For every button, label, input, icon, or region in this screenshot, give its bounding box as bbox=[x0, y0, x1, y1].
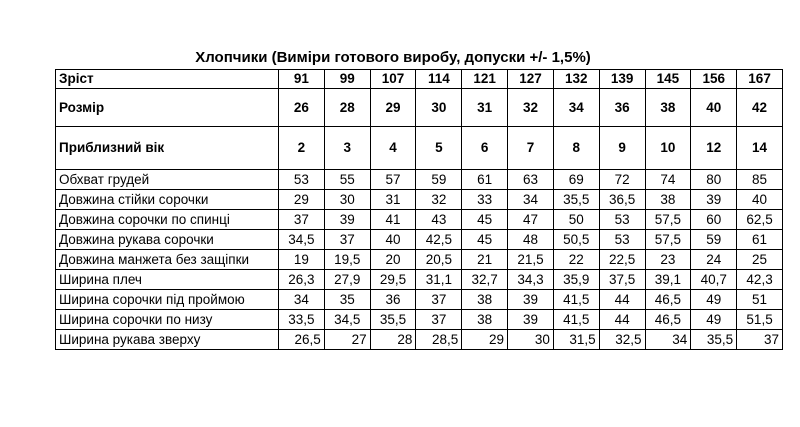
table-cell: 41,5 bbox=[553, 310, 599, 330]
table-cell: 32 bbox=[508, 89, 554, 127]
table-cell: 20,5 bbox=[416, 250, 462, 270]
table-cell: 37 bbox=[737, 330, 783, 350]
table-cell: 37 bbox=[324, 230, 370, 250]
row-label: Довжина сорочки по спинці bbox=[56, 210, 279, 230]
table-cell: 9 bbox=[599, 127, 645, 170]
table-cell: 22 bbox=[553, 250, 599, 270]
table-cell: 63 bbox=[508, 170, 554, 190]
table-cell: 28,5 bbox=[416, 330, 462, 350]
table-cell: 47 bbox=[508, 210, 554, 230]
table-cell: 5 bbox=[416, 127, 462, 170]
table-cell: 30 bbox=[508, 330, 554, 350]
table-cell: 43 bbox=[416, 210, 462, 230]
table-cell: 50 bbox=[553, 210, 599, 230]
table-cell: 57,5 bbox=[645, 230, 691, 250]
table-cell: 29 bbox=[279, 190, 325, 210]
table-cell: 35,5 bbox=[691, 330, 737, 350]
row-label: Довжина манжета без защіпки bbox=[56, 250, 279, 270]
table-cell: 40 bbox=[691, 89, 737, 127]
table-cell: 80 bbox=[691, 170, 737, 190]
row-label: Ширина сорочки під проймою bbox=[56, 290, 279, 310]
table-cell: 27,9 bbox=[324, 270, 370, 290]
header-row-size bbox=[56, 89, 783, 127]
table-cell: 85 bbox=[737, 170, 783, 190]
table-cell: 39 bbox=[691, 190, 737, 210]
table-cell: 20 bbox=[370, 250, 416, 270]
table-cell: 38 bbox=[462, 310, 508, 330]
table-cell: 23 bbox=[645, 250, 691, 270]
table-cell: 30 bbox=[416, 89, 462, 127]
table-cell: 34 bbox=[645, 330, 691, 350]
table-cell: 49 bbox=[691, 290, 737, 310]
table-cell: 38 bbox=[462, 290, 508, 310]
table-cell: 99 bbox=[324, 70, 370, 89]
table-cell: 121 bbox=[462, 70, 508, 89]
table-cell: 127 bbox=[508, 70, 554, 89]
table-cell: 42 bbox=[737, 89, 783, 127]
table-cell: 12 bbox=[691, 127, 737, 170]
table-row bbox=[56, 310, 783, 330]
table-cell: 36,5 bbox=[599, 190, 645, 210]
table-cell: 114 bbox=[416, 70, 462, 89]
table-cell: 62,5 bbox=[737, 210, 783, 230]
table-cell: 34 bbox=[279, 290, 325, 310]
row-label: Довжина стійки сорочки bbox=[56, 190, 279, 210]
table-cell: 3 bbox=[324, 127, 370, 170]
table-cell: 49 bbox=[691, 310, 737, 330]
table-cell: 36 bbox=[370, 290, 416, 310]
table-cell: 69 bbox=[553, 170, 599, 190]
row-label: Довжина рукава сорочки bbox=[56, 230, 279, 250]
table-cell: 45 bbox=[462, 230, 508, 250]
table-cell: 28 bbox=[324, 89, 370, 127]
table-cell: 50,5 bbox=[553, 230, 599, 250]
row-label: Ширина рукава зверху bbox=[56, 330, 279, 350]
table-cell: 34,3 bbox=[508, 270, 554, 290]
table-cell: 59 bbox=[691, 230, 737, 250]
table-cell: 91 bbox=[279, 70, 325, 89]
table-row bbox=[56, 270, 783, 290]
table-cell: 31,1 bbox=[416, 270, 462, 290]
table-cell: 156 bbox=[691, 70, 737, 89]
table-cell: 48 bbox=[508, 230, 554, 250]
table-cell: 57 bbox=[370, 170, 416, 190]
table-cell: 26,5 bbox=[279, 330, 325, 350]
header-row-age bbox=[56, 127, 783, 170]
header-row-height bbox=[56, 70, 783, 89]
table-row bbox=[56, 330, 783, 350]
table-cell: 2 bbox=[279, 127, 325, 170]
table-cell: 35,5 bbox=[370, 310, 416, 330]
table-cell: 38 bbox=[645, 89, 691, 127]
table-cell: 6 bbox=[462, 127, 508, 170]
table-cell: 34 bbox=[553, 89, 599, 127]
table-cell: 34,5 bbox=[279, 230, 325, 250]
table-cell: 41 bbox=[370, 210, 416, 230]
table-cell: 46,5 bbox=[645, 290, 691, 310]
row-label: Приблизний вік bbox=[56, 127, 279, 170]
table-cell: 40 bbox=[737, 190, 783, 210]
table-cell: 31,5 bbox=[553, 330, 599, 350]
table-cell: 4 bbox=[370, 127, 416, 170]
table-cell: 139 bbox=[599, 70, 645, 89]
table-cell: 45 bbox=[462, 210, 508, 230]
table-cell: 39 bbox=[508, 290, 554, 310]
table-cell: 132 bbox=[553, 70, 599, 89]
table-cell: 37 bbox=[416, 290, 462, 310]
table-cell: 59 bbox=[416, 170, 462, 190]
table-cell: 145 bbox=[645, 70, 691, 89]
table-cell: 30 bbox=[324, 190, 370, 210]
table-cell: 44 bbox=[599, 310, 645, 330]
table-cell: 33,5 bbox=[279, 310, 325, 330]
table-cell: 29 bbox=[462, 330, 508, 350]
table-cell: 51,5 bbox=[737, 310, 783, 330]
table-cell: 53 bbox=[599, 210, 645, 230]
table-cell: 53 bbox=[599, 230, 645, 250]
table-cell: 26,3 bbox=[279, 270, 325, 290]
row-label: Обхват грудей bbox=[56, 170, 279, 190]
table-row bbox=[56, 230, 783, 250]
table-cell: 32,7 bbox=[462, 270, 508, 290]
table-cell: 32,5 bbox=[599, 330, 645, 350]
table-cell: 36 bbox=[599, 89, 645, 127]
table-cell: 25 bbox=[737, 250, 783, 270]
table-cell: 31 bbox=[462, 89, 508, 127]
table-cell: 107 bbox=[370, 70, 416, 89]
table-cell: 21 bbox=[462, 250, 508, 270]
table-cell: 29 bbox=[370, 89, 416, 127]
table-cell: 37 bbox=[279, 210, 325, 230]
table-cell: 42,3 bbox=[737, 270, 783, 290]
table-cell: 39 bbox=[508, 310, 554, 330]
table-cell: 22,5 bbox=[599, 250, 645, 270]
table-cell: 8 bbox=[553, 127, 599, 170]
table-cell: 33 bbox=[462, 190, 508, 210]
table-cell: 26 bbox=[279, 89, 325, 127]
table-cell: 37 bbox=[416, 310, 462, 330]
table-row bbox=[56, 210, 783, 230]
size-table bbox=[55, 69, 783, 350]
table-cell: 55 bbox=[324, 170, 370, 190]
table-cell: 41,5 bbox=[553, 290, 599, 310]
table-cell: 29,5 bbox=[370, 270, 416, 290]
table-cell: 10 bbox=[645, 127, 691, 170]
row-label: Ширина плеч bbox=[56, 270, 279, 290]
table-row bbox=[56, 190, 783, 210]
row-label: Зріст bbox=[56, 70, 279, 89]
row-label: Ширина сорочки по низу bbox=[56, 310, 279, 330]
table-cell: 46,5 bbox=[645, 310, 691, 330]
table-cell: 40 bbox=[370, 230, 416, 250]
table-cell: 14 bbox=[737, 127, 783, 170]
table-cell: 32 bbox=[416, 190, 462, 210]
table-cell: 31 bbox=[370, 190, 416, 210]
table-cell: 61 bbox=[737, 230, 783, 250]
table-cell: 42,5 bbox=[416, 230, 462, 250]
table-cell: 24 bbox=[691, 250, 737, 270]
table-cell: 19,5 bbox=[324, 250, 370, 270]
table-row bbox=[56, 290, 783, 310]
table-cell: 57,5 bbox=[645, 210, 691, 230]
table-cell: 51 bbox=[737, 290, 783, 310]
table-cell: 34,5 bbox=[324, 310, 370, 330]
table-cell: 167 bbox=[737, 70, 783, 89]
table-cell: 34 bbox=[508, 190, 554, 210]
table-cell: 37,5 bbox=[599, 270, 645, 290]
table-cell: 35,5 bbox=[553, 190, 599, 210]
table-cell: 28 bbox=[370, 330, 416, 350]
table-cell: 35,9 bbox=[553, 270, 599, 290]
table-title: Хлопчики (Виміри готового виробу, допуски +/- 1,5%) bbox=[195, 49, 591, 66]
table-cell: 38 bbox=[645, 190, 691, 210]
table-cell: 61 bbox=[462, 170, 508, 190]
table-cell: 60 bbox=[691, 210, 737, 230]
table-cell: 19 bbox=[279, 250, 325, 270]
table-cell: 39,1 bbox=[645, 270, 691, 290]
table-cell: 74 bbox=[645, 170, 691, 190]
table-cell: 44 bbox=[599, 290, 645, 310]
table-cell: 35 bbox=[324, 290, 370, 310]
table-cell: 21,5 bbox=[508, 250, 554, 270]
table-cell: 40,7 bbox=[691, 270, 737, 290]
table-cell: 27 bbox=[324, 330, 370, 350]
table-cell: 39 bbox=[324, 210, 370, 230]
table-row bbox=[56, 250, 783, 270]
table-cell: 53 bbox=[279, 170, 325, 190]
table-cell: 7 bbox=[508, 127, 554, 170]
table-cell: 72 bbox=[599, 170, 645, 190]
row-label: Розмір bbox=[56, 89, 279, 127]
table-row bbox=[56, 170, 783, 190]
